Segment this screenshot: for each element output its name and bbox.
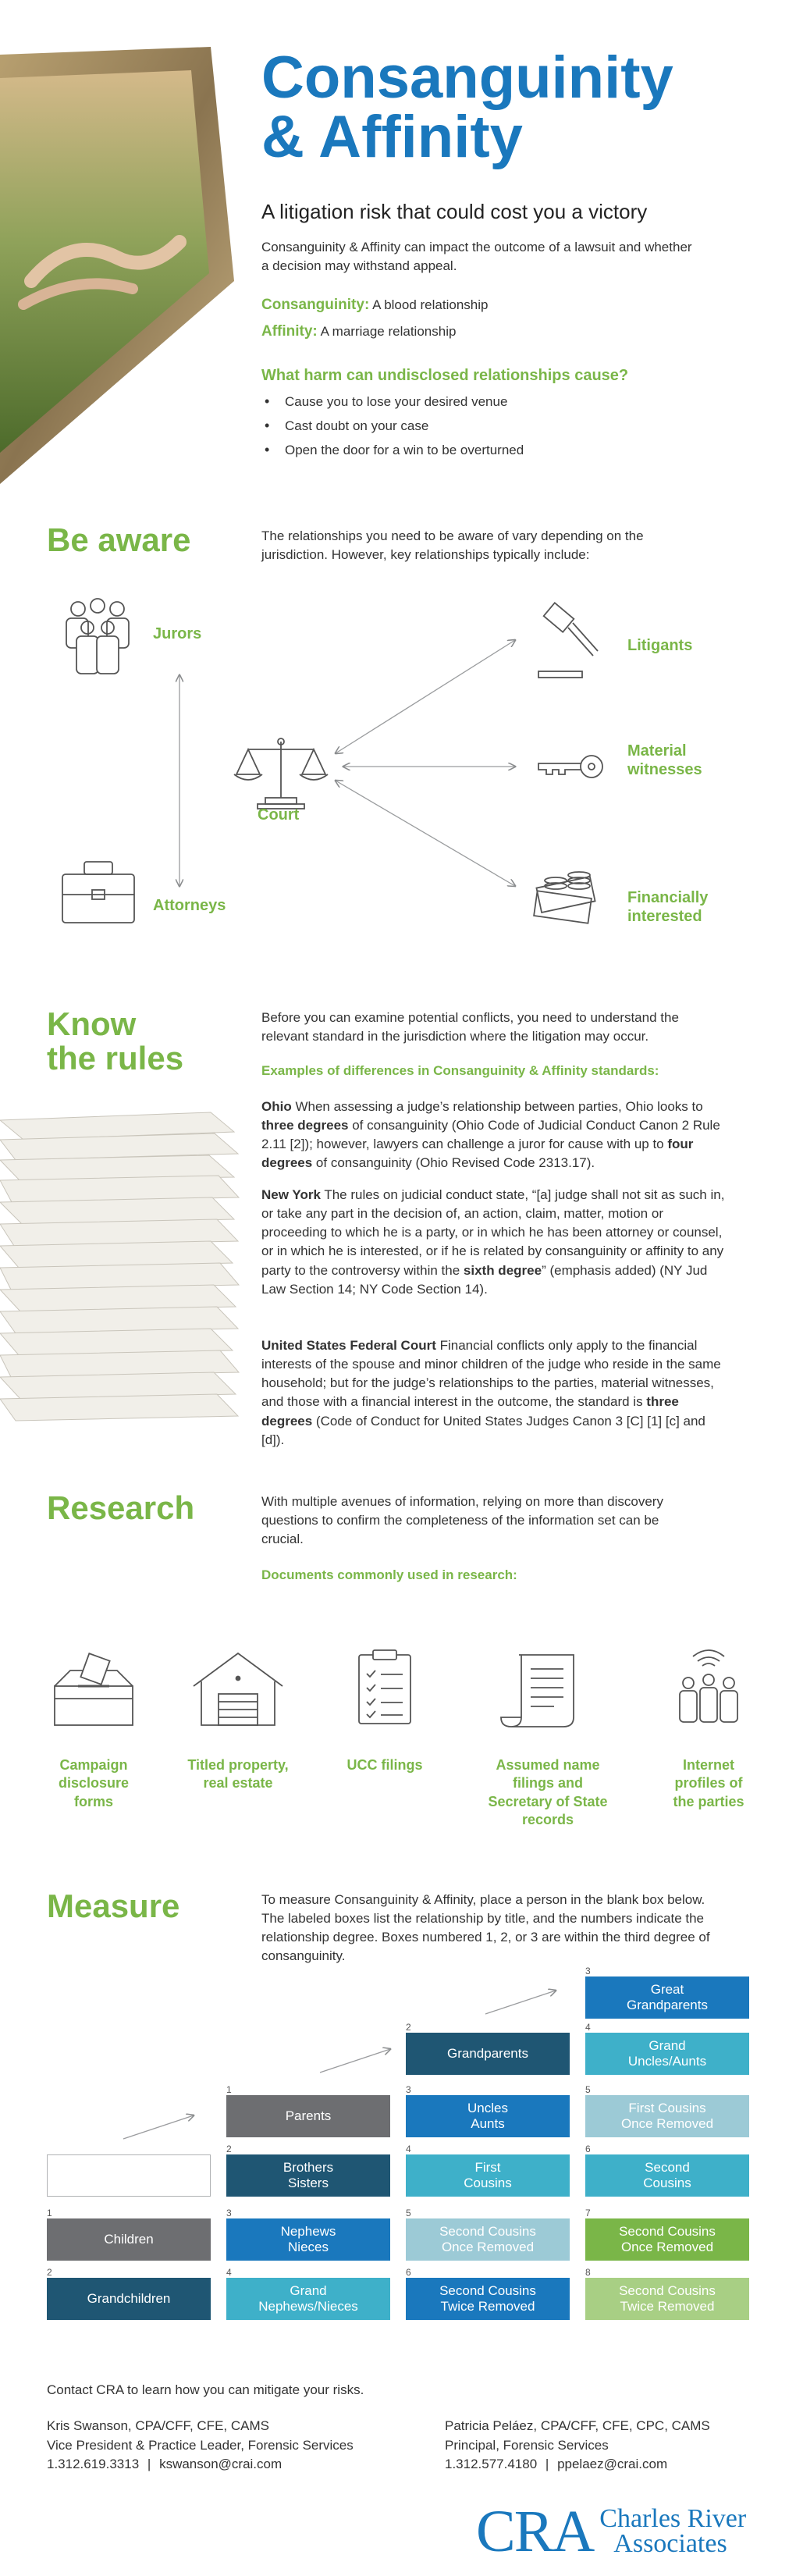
box-label: Twice Removed — [620, 2299, 715, 2314]
page-title — [261, 44, 673, 170]
federal-text-2: (Code of Conduct for United States Judges Canon 3 [C] [1] [c] and [d]). — [261, 1413, 705, 1447]
box-label: Children — [104, 2231, 154, 2247]
box-label: Grand — [290, 2282, 327, 2298]
box-number: 3 — [406, 2084, 411, 2095]
cra-logo-line-2: Associates — [613, 2529, 727, 2558]
intro-text: Consanguinity & Affinity can impact the outcome of a lawsuit and whether a decision may withstand appeal. — [261, 240, 692, 274]
box-second-cousins-once-removed-right — [585, 2218, 749, 2261]
box-grand-uncles-aunts — [585, 2033, 749, 2075]
box-label: Second — [645, 2159, 690, 2175]
page-subtitle: A litigation risk that could cost you a victory — [261, 200, 648, 223]
know-rules-title-line-1: Know — [47, 1005, 137, 1042]
box-second-cousins-twice-removed-right — [585, 2278, 749, 2320]
doc-internet-line-2: profiles of — [674, 1775, 743, 1791]
examples-heading: Examples of differences in Consanguinity & Affinity standards: — [261, 1063, 659, 1078]
material-label-line-1: Material — [627, 742, 687, 760]
step-arrow-1 — [123, 2115, 194, 2139]
blank-person-box[interactable] — [47, 2154, 211, 2197]
box-label: Once Removed — [620, 2240, 714, 2254]
contact-2-email[interactable]: ppelaez@crai.com — [557, 2457, 668, 2472]
box-label: Second Cousins — [619, 2223, 716, 2239]
doc-assumed-line-2: filings and — [513, 1775, 583, 1791]
ohio-paragraph — [261, 1098, 726, 1173]
federal-bold-1: three degrees — [261, 1394, 679, 1429]
harm-list — [261, 394, 714, 467]
box-first-cousins — [406, 2154, 570, 2197]
box-label: Great — [650, 1981, 684, 1997]
newyork-paragraph — [261, 1186, 726, 1299]
box-number: 3 — [226, 2208, 232, 2218]
box-brothers-sisters — [226, 2154, 390, 2197]
contact-2-name: Patricia Peláez, CPA/CFF, CFE, CPC, CAMS — [445, 2418, 710, 2433]
definition-affinity — [261, 323, 456, 340]
contact-1-title: Vice President & Practice Leader, Forensic Services — [47, 2437, 354, 2453]
box-great-grandparents — [585, 1976, 749, 2019]
research-icons — [0, 1639, 796, 1741]
box-label: Nephews — [280, 2223, 336, 2239]
box-number: 7 — [585, 2208, 591, 2218]
contact-2-phone[interactable]: 1.312.577.4180 — [445, 2457, 538, 2472]
doc-ucc-line-1: UCC filings — [346, 1757, 423, 1773]
doc-assumed-line-3: Secretary of State — [488, 1793, 608, 1809]
separator: | — [147, 2457, 151, 2472]
contact-1-email[interactable]: kswanson@crai.com — [159, 2457, 283, 2472]
doc-assumed-name-label — [470, 1756, 626, 1830]
box-label: First — [474, 2159, 501, 2175]
know-rules-title — [47, 1007, 183, 1076]
house-garage-icon — [194, 1653, 283, 1725]
doc-internet-line-3: the parties — [673, 1793, 744, 1809]
box-nephews-nieces — [226, 2218, 390, 2261]
cra-logo-line-1: Charles River — [599, 2503, 747, 2533]
ohio-name: Ohio — [261, 1099, 292, 1114]
box-label: Grand — [649, 2037, 686, 2053]
box-label: Second Cousins — [439, 2282, 536, 2298]
box-label: Brothers — [283, 2159, 334, 2175]
box-label: Cousins — [464, 2176, 512, 2190]
box-label: Cousins — [643, 2176, 691, 2190]
court-financial-arrow — [336, 781, 515, 886]
affinity-term: Affinity: — [261, 323, 318, 340]
box-number: 4 — [226, 2267, 232, 2278]
contact-line: Contact CRA to learn how you can mitigate your risks. — [47, 2382, 364, 2397]
box-label: Second Cousins — [619, 2282, 716, 2298]
be-aware-text: The relationships you need to be aware of vary depending on the jurisdiction. However, key relationships typically include: — [261, 528, 644, 563]
box-label: Grandparents — [627, 1998, 708, 2012]
separator: | — [545, 2457, 549, 2472]
box-second-cousins-twice-removed — [406, 2278, 570, 2320]
paper-stack-illustration — [0, 1108, 242, 1436]
contact-2-details — [445, 2455, 710, 2475]
contact-2-title: Principal, Forensic Services — [445, 2437, 609, 2453]
jurors-label: Jurors — [153, 625, 202, 642]
consanguinity-definition: A blood relationship — [372, 297, 489, 312]
financially-interested-label — [627, 888, 708, 926]
box-label: Parents — [285, 2108, 332, 2123]
box-first-cousins-once-removed — [585, 2095, 749, 2137]
scroll-document-icon — [501, 1655, 574, 1727]
framed-photo-illustration — [0, 47, 250, 484]
be-aware-title: Be aware — [47, 521, 191, 558]
ohio-text-1: When assessing a judge’s relationship between parties, Ohio looks to — [291, 1099, 703, 1114]
doc-property-line-1: Titled property, — [187, 1757, 289, 1773]
box-grand-nephews-nieces — [226, 2278, 390, 2320]
box-number: 4 — [585, 2022, 591, 2033]
key-icon — [538, 756, 602, 777]
newyork-name: New York — [261, 1187, 321, 1202]
box-label: Second Cousins — [439, 2223, 536, 2239]
gavel-icon — [538, 603, 598, 678]
ohio-text-2: of consanguinity (Ohio Code of Judicial Conduct Canon 2 Rule 2.11 [2]); however, lawyers can challenge a juror for cause with up to — [261, 1118, 720, 1152]
box-label: Aunts — [471, 2116, 505, 2131]
box-children — [47, 2218, 211, 2261]
cra-logo-text — [599, 2503, 747, 2558]
box-parents — [226, 2095, 390, 2137]
box-number: 8 — [585, 2267, 591, 2278]
material-label-line-2: witnesses — [627, 761, 702, 778]
step-arrow-2 — [320, 2049, 390, 2073]
court-litigants-arrow — [336, 640, 515, 753]
scale-icon — [234, 738, 328, 809]
doc-property-label — [160, 1756, 316, 1793]
hero-photo-frame — [0, 47, 250, 484]
doc-ucc-label — [307, 1756, 463, 1774]
briefcase-icon — [62, 862, 134, 923]
doc-campaign-line-2: disclosure — [58, 1775, 130, 1791]
box-label: Grandchildren — [87, 2290, 171, 2306]
contact-1-details — [47, 2455, 354, 2475]
box-number: 5 — [585, 2084, 591, 2095]
box-second-cousins — [585, 2154, 749, 2197]
box-number: 5 — [406, 2208, 411, 2218]
box-second-cousins-once-removed — [406, 2218, 570, 2261]
know-rules-intro: Before you can examine potential conflicts, you need to understand the relevant standard in the jurisdiction where the litigation may occur. — [261, 1010, 679, 1044]
checklist-clipboard-icon — [359, 1650, 410, 1724]
box-label: Nephews/Nieces — [258, 2299, 358, 2314]
box-number: 2 — [47, 2267, 52, 2278]
measure-title: Measure — [47, 1888, 180, 1924]
box-number: 1 — [47, 2208, 52, 2218]
doc-property-line-2: real estate — [203, 1775, 273, 1791]
box-label: Uncles — [467, 2100, 508, 2115]
cra-logo-mark: CRA — [476, 2499, 594, 2564]
ballot-box-icon — [55, 1653, 133, 1725]
box-label: Nieces — [288, 2240, 329, 2254]
box-number: 4 — [406, 2144, 411, 2154]
newyork-text-2: ” (emphasis added) (NY Jud Law Section 14; NY Code Section 14). — [261, 1262, 708, 1297]
research-text: With multiple avenues of information, relying on more than discovery questions to confirm the completeness of the information set can be crucial. — [261, 1494, 663, 1547]
box-uncles-aunts — [406, 2095, 570, 2137]
doc-assumed-line-1: Assumed name — [496, 1757, 600, 1773]
know-rules-title-line-2: the rules — [47, 1040, 184, 1077]
doc-internet-line-1: Internet — [682, 1757, 734, 1773]
contact-person-1 — [47, 2417, 354, 2475]
affinity-definition: A marriage relationship — [320, 324, 457, 339]
online-profiles-icon — [680, 1650, 737, 1722]
paper-stack-image — [0, 1108, 242, 1436]
federal-text-1: Financial conflicts only apply to the financial interests of the spouse and minor children of the judge who reside in the same household; but for the judge’s relationships to the parties, material witnesses, and those with a financial interest in the outcome, the standard is — [261, 1338, 721, 1410]
doc-assumed-line-4: records — [521, 1812, 574, 1828]
ohio-bold-1: three degrees — [261, 1118, 349, 1133]
consanguinity-term: Consanguinity: — [261, 297, 370, 313]
ohio-bold-2: four degrees — [261, 1137, 694, 1171]
doc-campaign-label — [16, 1756, 172, 1811]
harm-question: What harm can undisclosed relationships cause? — [261, 367, 629, 384]
box-number: 6 — [406, 2267, 411, 2278]
box-grandparents — [406, 2033, 570, 2075]
measure-text: To measure Consanguinity & Affinity, place a person in the blank box below. The labeled boxes list the relationship by title, and the numbers indicate the relationship degree. Boxes numbered 1, 2, or 3 are within the third degree of consanguinity. — [261, 1892, 710, 1964]
newyork-text-1: The rules on judicial conduct state, “[a] judge shall not sit as such in, or take any part in the decision of, an action, claim, matter, motion or proceeding to which he is a party, or in which he has been attorney or counsel, or in which he is interested, or if he is related by consanguinity or affinity to any party to the controversy within the — [261, 1187, 725, 1278]
page-title-line-1: Consanguinity — [261, 44, 673, 111]
list-item: • Open the door for a win to be overturned — [261, 443, 714, 458]
contact-person-2 — [445, 2417, 710, 2475]
money-stack-icon — [534, 872, 595, 923]
court-label: Court — [258, 806, 300, 824]
doc-internet-label — [631, 1756, 787, 1811]
jurors-icon — [66, 599, 129, 674]
financially-label-line-1: Financially — [627, 889, 709, 906]
box-label: Grandparents — [447, 2045, 528, 2061]
box-label: First Cousins — [628, 2100, 706, 2115]
ohio-text-3: of consanguinity (Ohio Revised Code 2313.17). — [312, 1155, 595, 1171]
box-label: Uncles/Aunts — [627, 2054, 707, 2069]
material-witnesses-label — [627, 742, 702, 779]
step-arrow-3 — [485, 1991, 556, 2014]
federal-name: United States Federal Court — [261, 1338, 436, 1353]
research-docs-heading: Documents commonly used in research: — [261, 1567, 517, 1582]
page-title-line-2: & Affinity — [261, 104, 523, 170]
box-number: 3 — [585, 1966, 591, 1976]
federal-paragraph — [261, 1336, 726, 1450]
cra-logo — [476, 2499, 747, 2564]
financially-label-line-2: interested — [627, 908, 702, 925]
newyork-bold-1: sixth degree — [463, 1262, 542, 1278]
attorneys-label: Attorneys — [153, 897, 226, 914]
box-number: 2 — [406, 2022, 411, 2033]
box-label: Sisters — [288, 2176, 329, 2190]
definition-consanguinity — [261, 297, 488, 314]
box-label: Twice Removed — [440, 2299, 535, 2314]
list-item: • Cast doubt on your case — [261, 418, 714, 434]
box-label: Once Removed — [441, 2240, 535, 2254]
box-number: 6 — [585, 2144, 591, 2154]
box-label: Once Removed — [620, 2116, 714, 2131]
contact-1-name: Kris Swanson, CPA/CFF, CFE, CAMS — [47, 2418, 269, 2433]
box-grandchildren — [47, 2278, 211, 2320]
research-title: Research — [47, 1489, 195, 1526]
doc-campaign-line-1: Campaign — [59, 1757, 128, 1773]
box-number: 2 — [226, 2144, 232, 2154]
doc-campaign-line-3: forms — [73, 1793, 113, 1809]
contact-1-phone[interactable]: 1.312.619.3313 — [47, 2457, 140, 2472]
box-number: 1 — [226, 2084, 232, 2095]
litigants-label: Litigants — [627, 637, 693, 654]
list-item: • Cause you to lose your desired venue — [261, 394, 714, 410]
